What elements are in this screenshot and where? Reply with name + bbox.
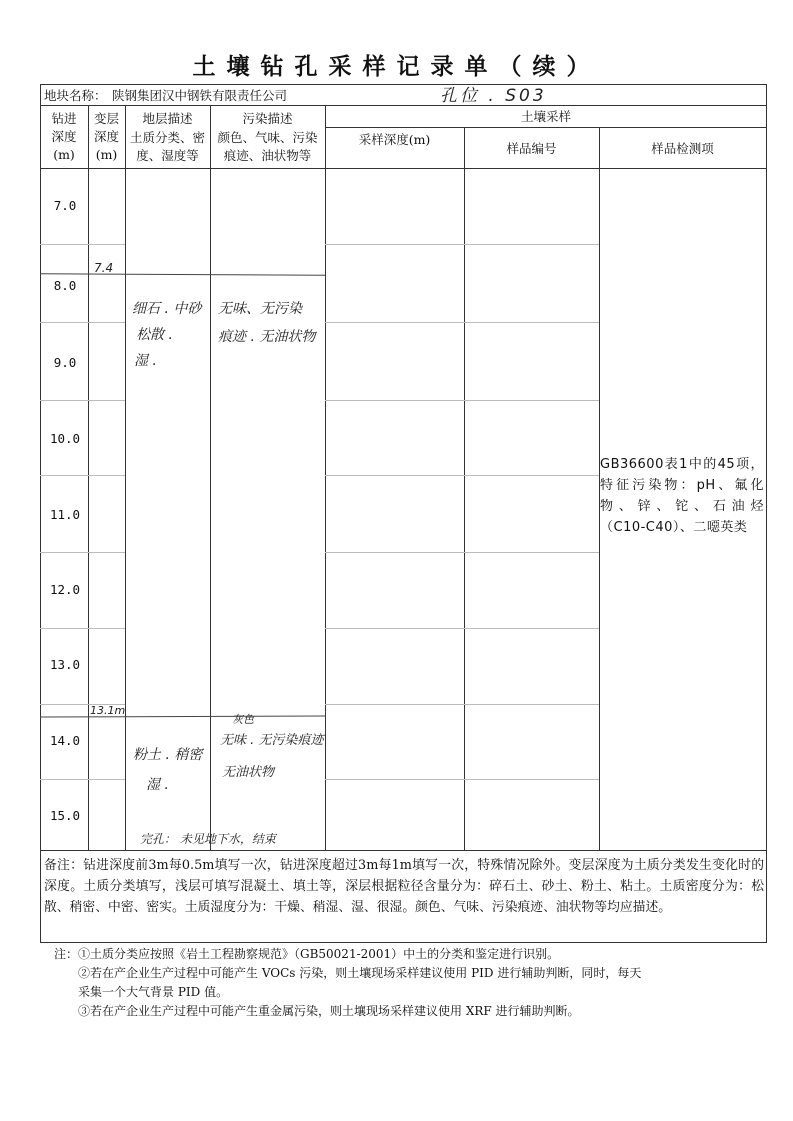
notes (54, 945, 754, 1021)
layer-depth-2: 13.1m (90, 704, 126, 717)
header-sample-depth: 采样深度(m) (358, 132, 431, 147)
plot-name-label: 地块名称： (44, 88, 107, 103)
header-layer-depth-3: (m) (95, 147, 118, 162)
note-line: ②若在产企业生产过程中可能产生 VOCs 污染，则土壤现场采样建议使用 PID 进行辅助判断，同时，每天 (78, 966, 642, 980)
header-stratum: 地层描述 (142, 111, 193, 126)
header-drill-depth-2: 深度 (51, 129, 77, 144)
header-drill-depth-1: 钻进 (51, 111, 77, 126)
header-stratum-detail-1: 土质分类、密 (129, 130, 205, 145)
header-sampling: 土壤采样 (520, 109, 571, 124)
depth-value: 8.0 (53, 278, 77, 293)
note-line: 采集一个大气背景 PID 值。 (78, 985, 229, 999)
depth-value: 15.0 (49, 808, 81, 823)
depth-value: 9.0 (53, 355, 77, 370)
remark-text: 备注：钻进深度前3m每0.5m填写一次，钻进深度超过3m每1m填写一次，特殊情况除外。变层深度为土质分类发生变化时的深度。土质分类填写，浅层可填写混凝土、填土等，深层根据粒径含量分为：碎石土、砂土、粉土、粘土。土质密度分为：松散、稍密、中密、密实。土质湿度分为：干燥、稍湿、湿、很湿。颜色、气味、污染痕迹、油状物等均应描述。 (44, 858, 764, 915)
note-line: 注：①土质分类应按照《岩土工程勘察规范》（GB50021-2001）中土的分类和鉴定进行识别。 (54, 947, 560, 961)
header-test-items: 样品检测项 (651, 141, 714, 156)
header-pollution: 污染描述 (242, 111, 293, 126)
end-note: 完孔： 未见地下水，结束 (140, 832, 276, 846)
pollution-2-line-1: 无味 . 无污染痕迹 (220, 733, 324, 748)
depth-value: 7.0 (53, 198, 77, 213)
depth-value: 11.0 (49, 507, 81, 522)
pollution-1-line-1: 无味、无污染 (218, 301, 302, 317)
borehole-id: 孔位 . S03 (440, 86, 547, 106)
stratum-1-line-1: 细石 . 中砂 (132, 301, 202, 317)
depth-value: 13.0 (49, 657, 81, 672)
stratum-1-line-2: 松散 . (136, 327, 173, 343)
stratum-2-line-2: 湿 . (146, 777, 169, 793)
header-pollution-detail-2: 痕迹、油状物等 (223, 148, 312, 163)
header-sample-no: 样品编号 (506, 141, 557, 156)
test-items-text: GB36600表1中的45项，特征污染物：pH、氟化物、锌、铊、石油烃（C10-C40）、二噁英类 (600, 457, 764, 535)
pollution-2-note: 灰色 (232, 713, 254, 726)
pollution-1-line-2: 痕迹 . 无油状物 (218, 329, 316, 345)
depth-value: 10.0 (49, 431, 81, 446)
header-pollution-detail-1: 颜色、气味、污染 (217, 130, 318, 145)
page-title: 土壤钻孔采样记录单（续） (192, 53, 601, 80)
note-line: ③若在产企业生产过程中可能产生重金属污染，则土壤现场采样建议使用 XRF 进行辅助判断。 (78, 1004, 580, 1018)
plot-name: 陕钢集团汉中钢铁有限责任公司 (112, 88, 288, 103)
depth-value: 12.0 (49, 582, 81, 597)
header-drill-depth-3: (m) (53, 147, 75, 162)
pollution-2-line-2: 无油状物 (222, 765, 275, 780)
depth-value: 14.0 (49, 733, 81, 748)
layer-depth-1: 7.4 (94, 261, 114, 275)
header-layer-depth-2: 深度 (93, 129, 119, 144)
header-layer-depth-1: 变层 (93, 111, 119, 126)
header-stratum-detail-2: 度、湿度等 (136, 148, 199, 163)
stratum-1-line-3: 湿 . (134, 353, 157, 369)
stratum-2-line-1: 粉土 . 稍密 (133, 747, 203, 763)
